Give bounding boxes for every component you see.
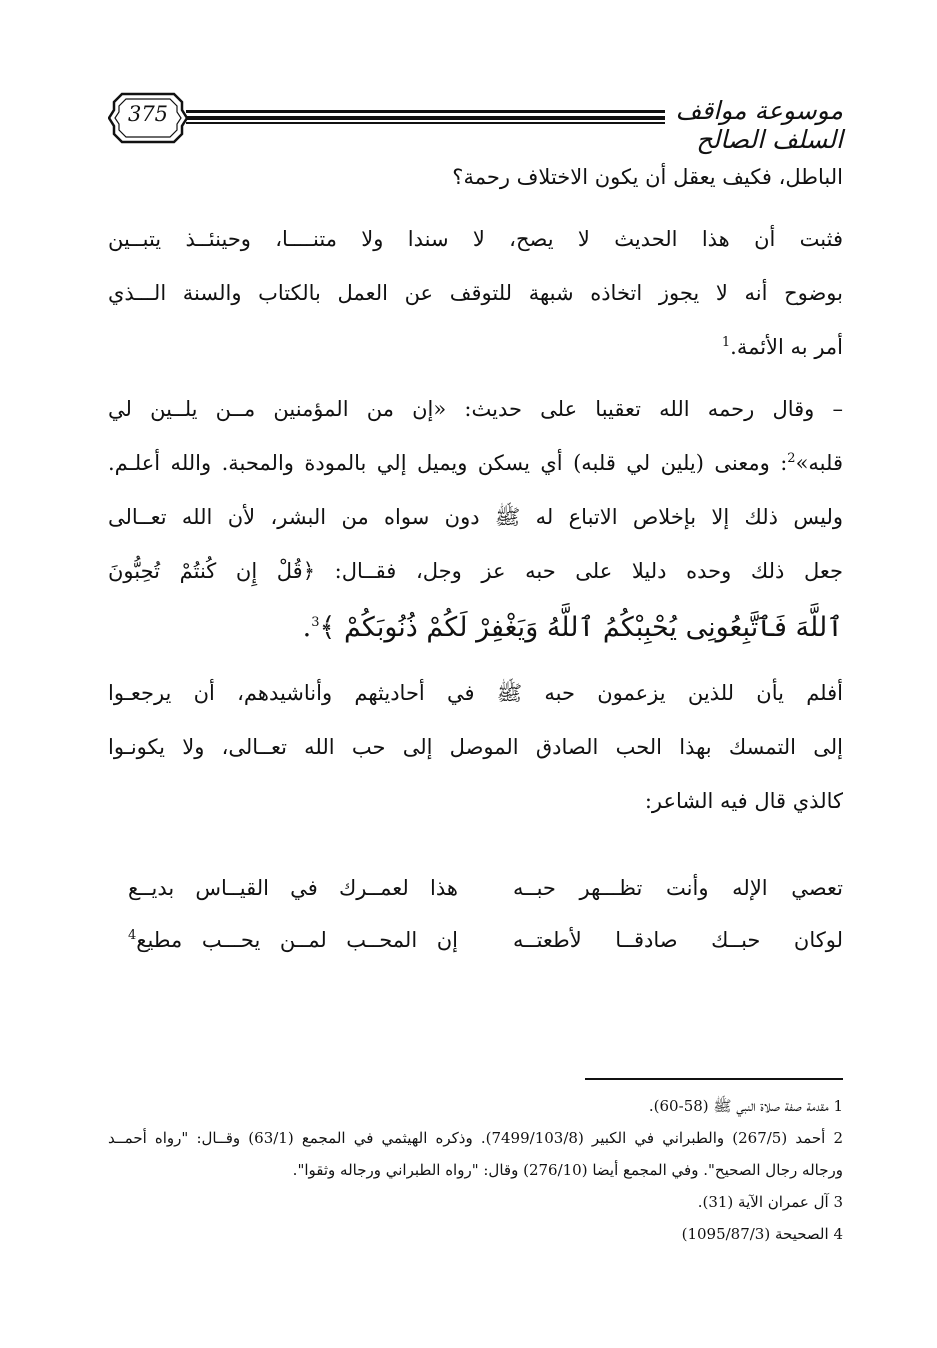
footnote-number: 2	[833, 1129, 843, 1147]
book-title: موسوعة مواقف السلف الصالح	[675, 96, 843, 154]
page-number-badge	[108, 88, 188, 148]
body-line: – وقال رحمه الله تعقيبا على حديث: «إن من المؤمنين مــن يلــين لي	[108, 397, 843, 421]
footnote-text: ورجاله رجال الصحيح". وفي المجمع أيضا (276/10) وقال: "رواه الطبراني ورجاله وثقوا".	[292, 1161, 843, 1179]
body-line: إلى التمسك بهذا الحب الصادق الموصل إلى حب الله تعــالى، ولا يكونـوا	[108, 735, 843, 759]
body-line: أفلم يأن للذين يزعمون حبه ﷺ في أحاديثهم وأناشيدهم، أن يرجعـوا	[108, 681, 843, 705]
body-line: فثبت أن هذا الحديث لا يصح، لا سندا ولا متنــــا، وحينئــذ يتبــين	[108, 227, 843, 251]
poem-hemistich-second: هذا لعمــرك في القيــاس بديــع	[128, 876, 458, 900]
poem-verse	[108, 914, 843, 966]
footnote-text: الصحيحة (1095/87/3)	[681, 1225, 829, 1243]
poem	[108, 862, 843, 966]
header-rule	[186, 110, 665, 126]
quran-verse-text: ٱللَّهَ فَٱتَّبِعُونِى يُحْبِبْكُمُ ٱللَّهُ وَيَغْفِرْ لَكُمْ ذُنُوبَكُمْ ﴾	[319, 612, 843, 643]
poem-hemistich-text: إن المحــب لمــن يحـــب مطيع	[136, 928, 458, 952]
poem-verse	[108, 862, 843, 914]
body-line	[108, 320, 843, 374]
footnote-separator	[585, 1078, 843, 1080]
body-line: الباطل، فكيف يعقل أن يكون الاختلاف رحمة؟	[452, 165, 843, 189]
footnote-number: 1	[833, 1097, 843, 1115]
footnote	[108, 1122, 843, 1154]
footnote	[108, 1090, 843, 1122]
body-line-text: قلبه»	[795, 451, 843, 475]
footnote-text: مقدمة صفة صلاة النبي ﷺ (58-60).	[648, 1097, 829, 1115]
body-line: كالذي قال فيه الشاعر:	[644, 789, 843, 813]
body-line-text: : ومعنى (يلين لي قلبه) أي يسكن ويميل إلي بالمودة والمحبة. والله أعلـم.	[108, 451, 788, 475]
quran-verse-line	[108, 598, 843, 658]
footnote-text: أحمد (267/5) والطبراني في الكبير (7499/103/8). وذكره الهيثمي في المجمع (63/1) وقــال: "رواه أحمــد	[108, 1129, 826, 1147]
footnotes	[108, 1090, 843, 1250]
body-line	[108, 436, 843, 490]
body-line: وليس ذلك إلا بإخلاص الاتباع له ﷺ دون سواه من البشر، لأن الله تعــالى	[108, 505, 843, 529]
footnote-ref: 2	[787, 451, 796, 466]
footnote-text: آل عمران الآية (31).	[697, 1193, 829, 1211]
poem-hemistich-first: تعصي الإله وأنت تظـــهر حبــه	[513, 876, 843, 900]
footnote	[108, 1218, 843, 1250]
page-header	[108, 88, 843, 154]
footnote-number: 3	[833, 1193, 843, 1211]
footnote-ref: 3	[311, 615, 320, 630]
poem-hemistich-second	[128, 914, 458, 966]
body-line-text: أمر به الأئمة.	[730, 335, 843, 359]
footnote	[108, 1186, 843, 1218]
poem-hemistich-first: لوكان حبــك صادقــا لأطعتــه	[513, 928, 843, 952]
footnote-ref: 4	[128, 928, 137, 943]
footnote-continuation	[108, 1154, 843, 1186]
body-line: بوضوح أنه لا يجوز اتخاذه شبهة للتوقف عن العمل بالكتاب والسنة الـــذي	[108, 281, 843, 305]
body-line-text: .	[302, 612, 312, 643]
body-line: جعل ذلك وحده دليلا على حبه عز وجل، فقــال: ﴿قُلْ إِن كُنتُمْ تُحِبُّونَ	[108, 559, 843, 583]
main-text	[108, 150, 843, 828]
footnote-number: 4	[833, 1225, 843, 1243]
page-number: 375	[127, 102, 169, 126]
footnote-ref: 1	[721, 335, 731, 350]
